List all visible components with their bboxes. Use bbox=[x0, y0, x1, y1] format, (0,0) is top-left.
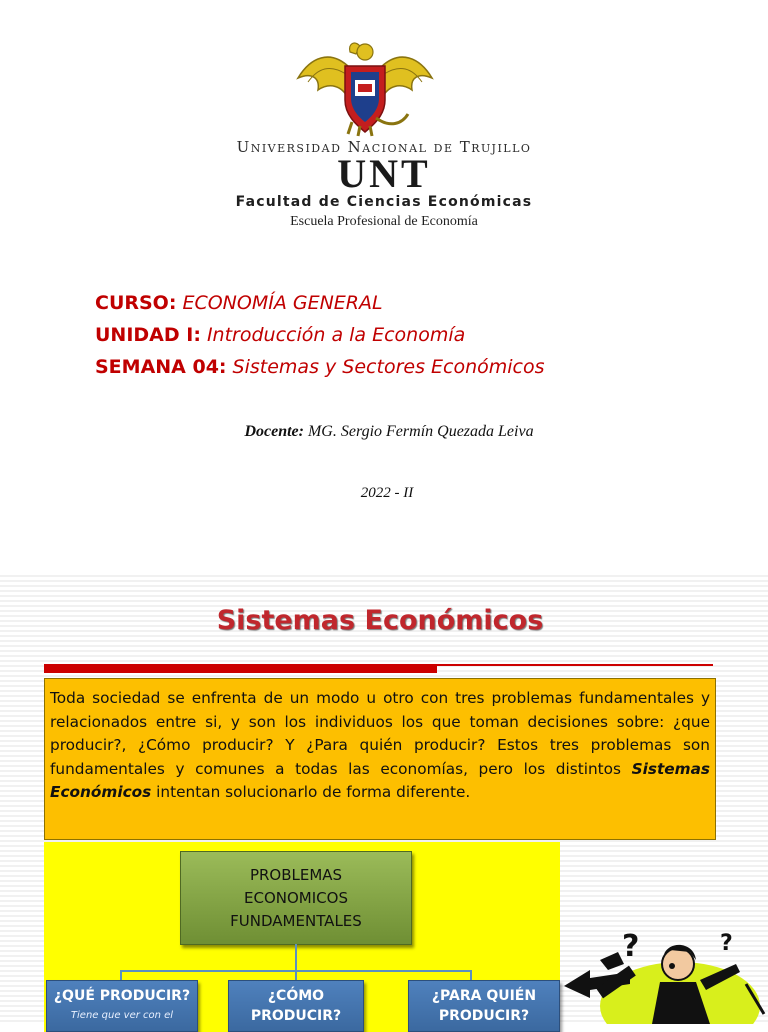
how-to-produce-box bbox=[228, 980, 364, 1032]
for-whom-box bbox=[408, 980, 560, 1032]
unit-label: UNIDAD I: bbox=[95, 324, 201, 346]
how-to-produce-label: ¿CÓMO PRODUCIR? bbox=[250, 988, 342, 1024]
course-label: CURSO: bbox=[95, 292, 177, 314]
what-to-produce-label: ¿QUÉ PRODUCIR? bbox=[53, 988, 191, 1004]
week-label: SEMANA 04: bbox=[95, 356, 227, 378]
title-underline-line bbox=[437, 664, 713, 666]
teacher-name: MG. Sergio Fermín Quezada Leiva bbox=[307, 423, 534, 440]
intro-emphasis: Sistemas Económicos bbox=[50, 759, 710, 801]
svg-text:?: ? bbox=[720, 931, 733, 956]
intro-text-box bbox=[44, 678, 716, 840]
intro-paragraph bbox=[50, 687, 710, 805]
course-line bbox=[95, 287, 545, 319]
academic-period: 2022 - II bbox=[360, 485, 414, 501]
main-problem-box bbox=[180, 851, 412, 945]
course-value: ECONOMÍA GENERAL bbox=[182, 292, 383, 314]
connector-vertical-main bbox=[295, 944, 297, 970]
economic-systems-slide bbox=[0, 575, 768, 1024]
intro-text-part2: intentan solucionarlo de forma diferente. bbox=[151, 783, 471, 801]
unit-line bbox=[95, 319, 545, 351]
week-line bbox=[95, 351, 545, 383]
course-info bbox=[95, 287, 545, 383]
connector-vertical-left bbox=[120, 970, 122, 980]
intro-text-part1: Toda sociedad se enfrenta de un modo u otro con tres problemas fundamentales y relacionados entre si, y son los individuos los que toman decisiones sobre: ¿que producir?, ¿Cómo producir? Y ¿Para quién producir? Estos tres problemas son fundamentales y comunes a todas las economías, pero los distintos bbox=[50, 689, 710, 778]
main-problem-label: PROBLEMAS ECONOMICOS FUNDAMENTALES bbox=[230, 865, 362, 930]
what-to-produce-subtext: Tiene que ver con el bbox=[70, 1010, 174, 1021]
connector-vertical-right bbox=[470, 970, 472, 980]
university-name: Universidad Nacional de Trujillo bbox=[236, 138, 532, 156]
week-value: Sistemas y Sectores Económicos bbox=[232, 356, 545, 378]
unit-value: Introducción a la Economía bbox=[206, 324, 466, 346]
svg-text:?: ? bbox=[622, 929, 640, 964]
faculty-name: Facultad de Ciencias Económicas bbox=[235, 194, 533, 210]
teacher bbox=[0, 423, 768, 441]
teacher-label: Docente: bbox=[244, 423, 304, 440]
what-to-produce-box bbox=[46, 980, 198, 1032]
confused-man-clipart-icon bbox=[560, 920, 768, 1024]
unt-crest-logo-icon bbox=[290, 38, 440, 138]
university-abbreviation: UNT bbox=[337, 151, 431, 196]
connector-vertical-center bbox=[295, 970, 297, 980]
for-whom-label: ¿PARA QUIÉN PRODUCIR? bbox=[431, 988, 537, 1024]
school-name: Escuela Profesional de Economía bbox=[290, 214, 478, 229]
slide-title: Sistemas Económicos bbox=[216, 605, 544, 636]
title-underline-bar bbox=[44, 664, 437, 673]
